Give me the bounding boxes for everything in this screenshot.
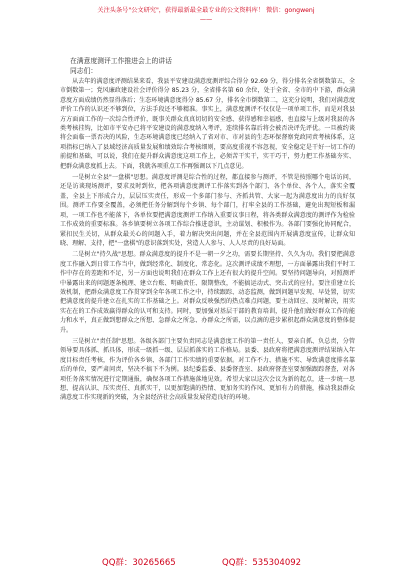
document-title: 在满意度测评工作推进会上的讲话 xyxy=(70,57,172,65)
body-paragraph: 一是树立全县"一盘棋"思想。满意度评测是综合性的过程，都直接参与测评，不管是按照哪个电话访问，还是访谈现场测评，要求及时到位，把各项满意度测评工作落实到各个部门、各个单位、各个人，落实全覆盖，全县上下形成合力，层层压实责任，形成一个多部门参与、齐抓共管、大家一起为满意度出力的良好氛围。测评工作要全覆盖，必须把任务分解到每个乡镇、每个部门，打牢全县的工作基础，避免出现短板和漏项，一项工作也不能落下，各单位要把满意度测评工作纳入重要议事日程，将各类群众满意度的测评作为检验工作成效的重要标准。各乡镇要树立各项工作综合推进意识，主动谋划、积极作为。各部门要强化协同配合，紧扣民生关切，从群众最关心的问题入手，着力解决突出问题，并在全县范围内开展满意度宣传，让群众知晓、理解、支持，把"一盘棋"的意识落到实处，营造人人参与、人人尽责的良好局面。 xyxy=(60,174,355,247)
footer-qq-group-1: QQ群：30265665 xyxy=(102,558,176,568)
document-salutation: 同志们： xyxy=(70,67,98,75)
banner-divider-text: —— xyxy=(199,16,213,23)
footer-qq-group-2: QQ群：535304092 xyxy=(222,558,302,568)
body-paragraph: 从去年的满意度评测结果来看，我县平安建设满意度测评综合得分 92.69 分，得分排名全省倒数第五，全市倒数第一；党风廉政建设社会评价得分 85.23 分，全省排名第 60 余位，处于全省、全市的中下游，群众满意度方面成绩仍然显得落后；生态环境满意度得分 85.67 分，排名全市倒数第二，这充分说明，我们对满意度评价工作的认识还不够到位，方法手段还不够精准。事实上，满意度测评不仅仅是一项单项工作，而是对我县方方面面工作的一次综合性评价，既事关群众真真切切的安全感、获得感和幸福感，也直接与上级对我县的各类考核挂钩，比如市平安办已将平安建设的满意度纳入考评，连续排名靠后将会被否决评先评优。一旦被约谈将会面临一票否决的风险，生态环境满意度已经纳入了省对市、市对县的生态环保督察党政同责考核体系，这项指标已纳入了县域经济高质量发展和绩效综合考核细则，要高度重视不容忽视，安全稳定是干好一切工作的前提和基础，可以说，我们在提升群众满意度这项工作上，必须苦干实干，实干巧干，努力把工作基础夯实、把群众满意度抓上去。下面，我就各项重点工作再强调以下几点意见。 xyxy=(60,78,355,170)
body-paragraph: 三是树立"责任制"思想。各级各部门主要负责同志是满意度工作的第一责任人，要亲自抓、负总责，分管领导要具体抓、抓具体，形成一级抓一级、层层抓落实的工作格局。县委、县政府将把满意度测评结果纳入年度目标责任考核，作为评价各乡镇、各部门工作实绩的重要依据。对工作不力、措施不实、导致满意度排名靠后的单位，要严肃问责，坚决不搞下不为例。县纪委监委、县委督查室、县政府督查室要加强跟踪督查，对各项任务落实情况进行定期通报，确保各项工作措施落地见效。希望大家以这次会议为新的起点，进一步统一思想、提高认识、压实责任、真抓实干，以更加饱满的热情、更加务实的作风、更加有力的措施，推动我县群众满意度工作实现新的突破，为全县经济社会高质量发展营造良好的环境。 xyxy=(60,337,355,402)
body-paragraph: 二是树立"持久战"思想。群众满意度的提升不是一朝一夕之功，需要长期坚持、久久为功。我们要把满意度工作融入到日常工作当中，做到经常化、制度化、常态化。这次测评成绩不理想，一方面暴露出我们平时工作中存在的差距和不足，另一方面也说明我们在群众工作上还有很大的提升空间。要坚持问题导向，对照测评中暴露出来的问题逐条梳理、建立台账、明确责任、限期整改，不能搞运动式、突击式的应付。要注重建立长效机制，把群众满意度工作贯穿到全年各项工作之中，持续跟踪、动态监测，做到问题早发现、早处置，切实把满意度的提升建立在扎实的工作基础之上。对群众反映强烈的热点难点问题，要主动回应、及时解决，用实实在在的工作成效赢得群众的认可和支持。同时，要加强对基层干部的教育培训，提升他们做好群众工作的能力和水平，真正做到想群众之所想、急群众之所急、办群众之所需，以点滴的进步累积起群众满意度的整体提升。 xyxy=(60,251,355,334)
document-body xyxy=(60,77,355,529)
banner-promo-text: 关注头条号"公文研究"，获得最新最全最专业的公文资料库！ 微信：gongwenj xyxy=(97,7,315,14)
header-banner xyxy=(76,6,336,24)
